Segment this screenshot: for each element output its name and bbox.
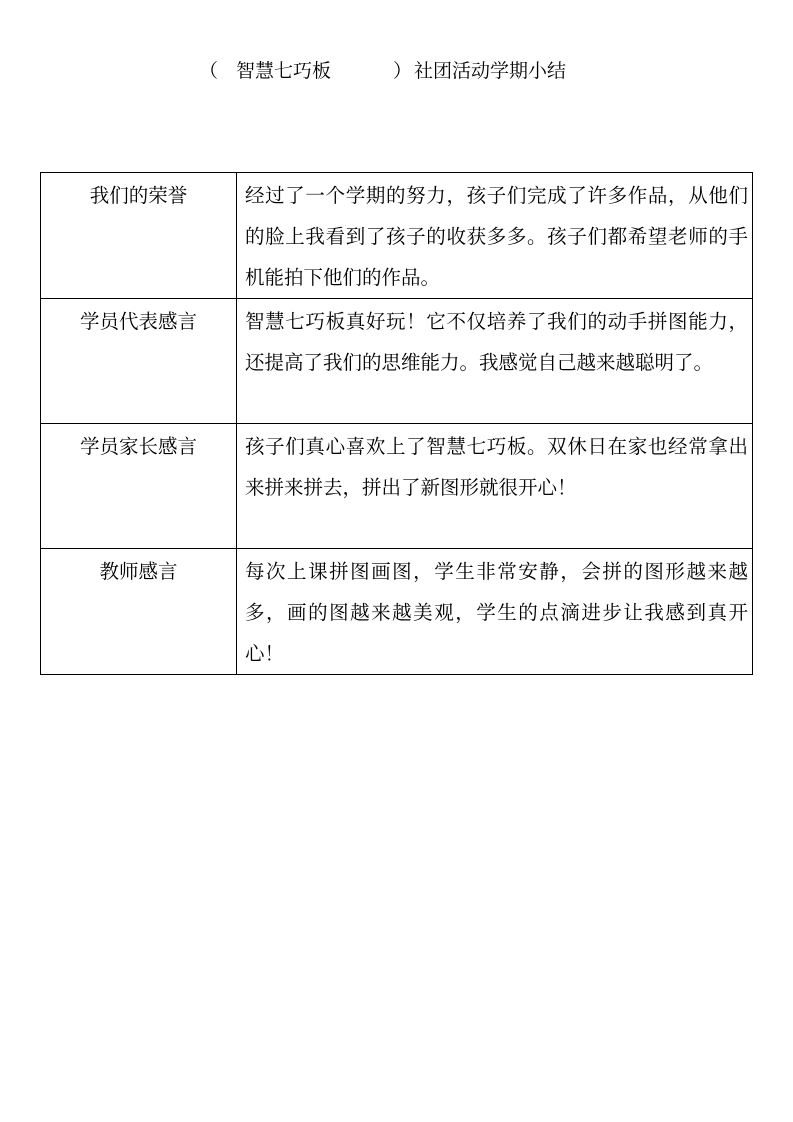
row-label-parent: 学员家长感言 [41, 424, 237, 549]
title-paren-close: ） [393, 60, 413, 82]
row-content-teacher: 每次上课拼图画图，学生非常安静，会拼的图形越来越多，画的图越来越美观，学生的点滴进步让我感到真开心！ [237, 549, 753, 675]
table-row [41, 424, 753, 549]
table-row [41, 299, 753, 424]
row-content-student-rep: 智慧七巧板真好玩！它不仅培养了我们的动手拼图能力，还提高了我们的思维能力。我感觉自己越来越聪明了。 [237, 299, 753, 424]
summary-table [40, 172, 753, 675]
row-label-teacher: 教师感言 [41, 549, 237, 675]
table-row [41, 173, 753, 299]
table-row [41, 549, 753, 675]
title-text: 社团活动学期小结 [414, 60, 567, 82]
row-label-honors: 我们的荣誉 [41, 173, 237, 299]
row-content-honors: 经过了一个学期的努力，孩子们完成了许多作品，从他们的脸上我看到了孩子的收获多多。孩子们都希望老师的手机能拍下他们的作品。 [237, 173, 753, 299]
title-paren-open: （ [199, 60, 219, 82]
title-club-name: 智慧七巧板 [236, 60, 332, 82]
row-label-student-rep: 学员代表感言 [41, 299, 237, 424]
row-content-parent: 孩子们真心喜欢上了智慧七巧板。双休日在家也经常拿出来拼来拼去，拼出了新图形就很开心！ [237, 424, 753, 549]
page-title [0, 56, 793, 86]
